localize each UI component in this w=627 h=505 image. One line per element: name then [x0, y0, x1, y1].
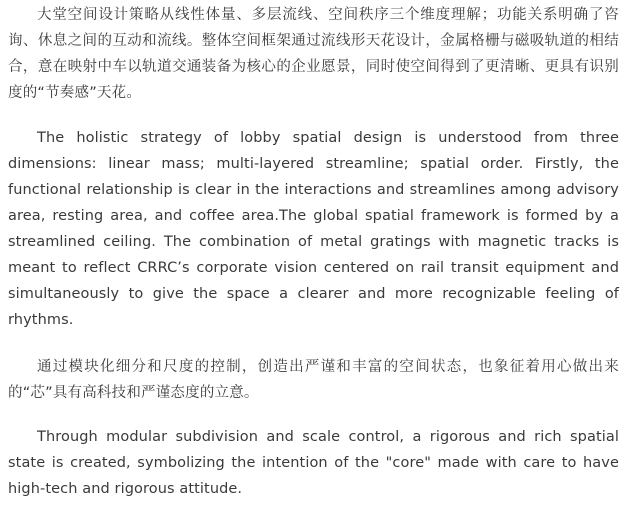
paragraph-zh-strategy: 大堂空间设计策略从线性体量、多层流线、空间秩序三个维度理解；功能关系明确了咨询、休息之间的互动和流线。整体空间框架通过流线形天花设计，金属格栅与磁吸轨道的相结合，意在映射中车以轨道交通装备为核心的企业愿景，同时使空间得到了更清晰、更具有识别度的“节奏感”天花。 [8, 7, 619, 101]
paragraph-zh-modular: 通过模块化细分和尺度的控制，创造出严谨和丰富的空间状态，也象征着用心做出来的“芯”具有高科技和严谨态度的立意。 [8, 359, 619, 401]
paragraph-en-strategy: The holistic strategy of lobby spatial design is understood from three dimensions: linear mass; multi-layered streamline; spatial order. Firstly, the functional relationship is clear in the interactions and streamlines among advisory area, resting area, and coffee area.The global spatial framework is formed by a streamlined ceiling. The combination of metal gratings with magnetic tracks is meant to reflect CRRC’s corporate vision centered on rail transit equipment and simultaneously to give the space a clearer and more recognizable feeling of rhythms. [8, 130, 619, 328]
paragraph-en-modular: Through modular subdivision and scale control, a rigorous and rich spatial state is created, symbolizing the intention of the "core" made with care to have high-tech and rigorous attitude. [8, 429, 619, 497]
